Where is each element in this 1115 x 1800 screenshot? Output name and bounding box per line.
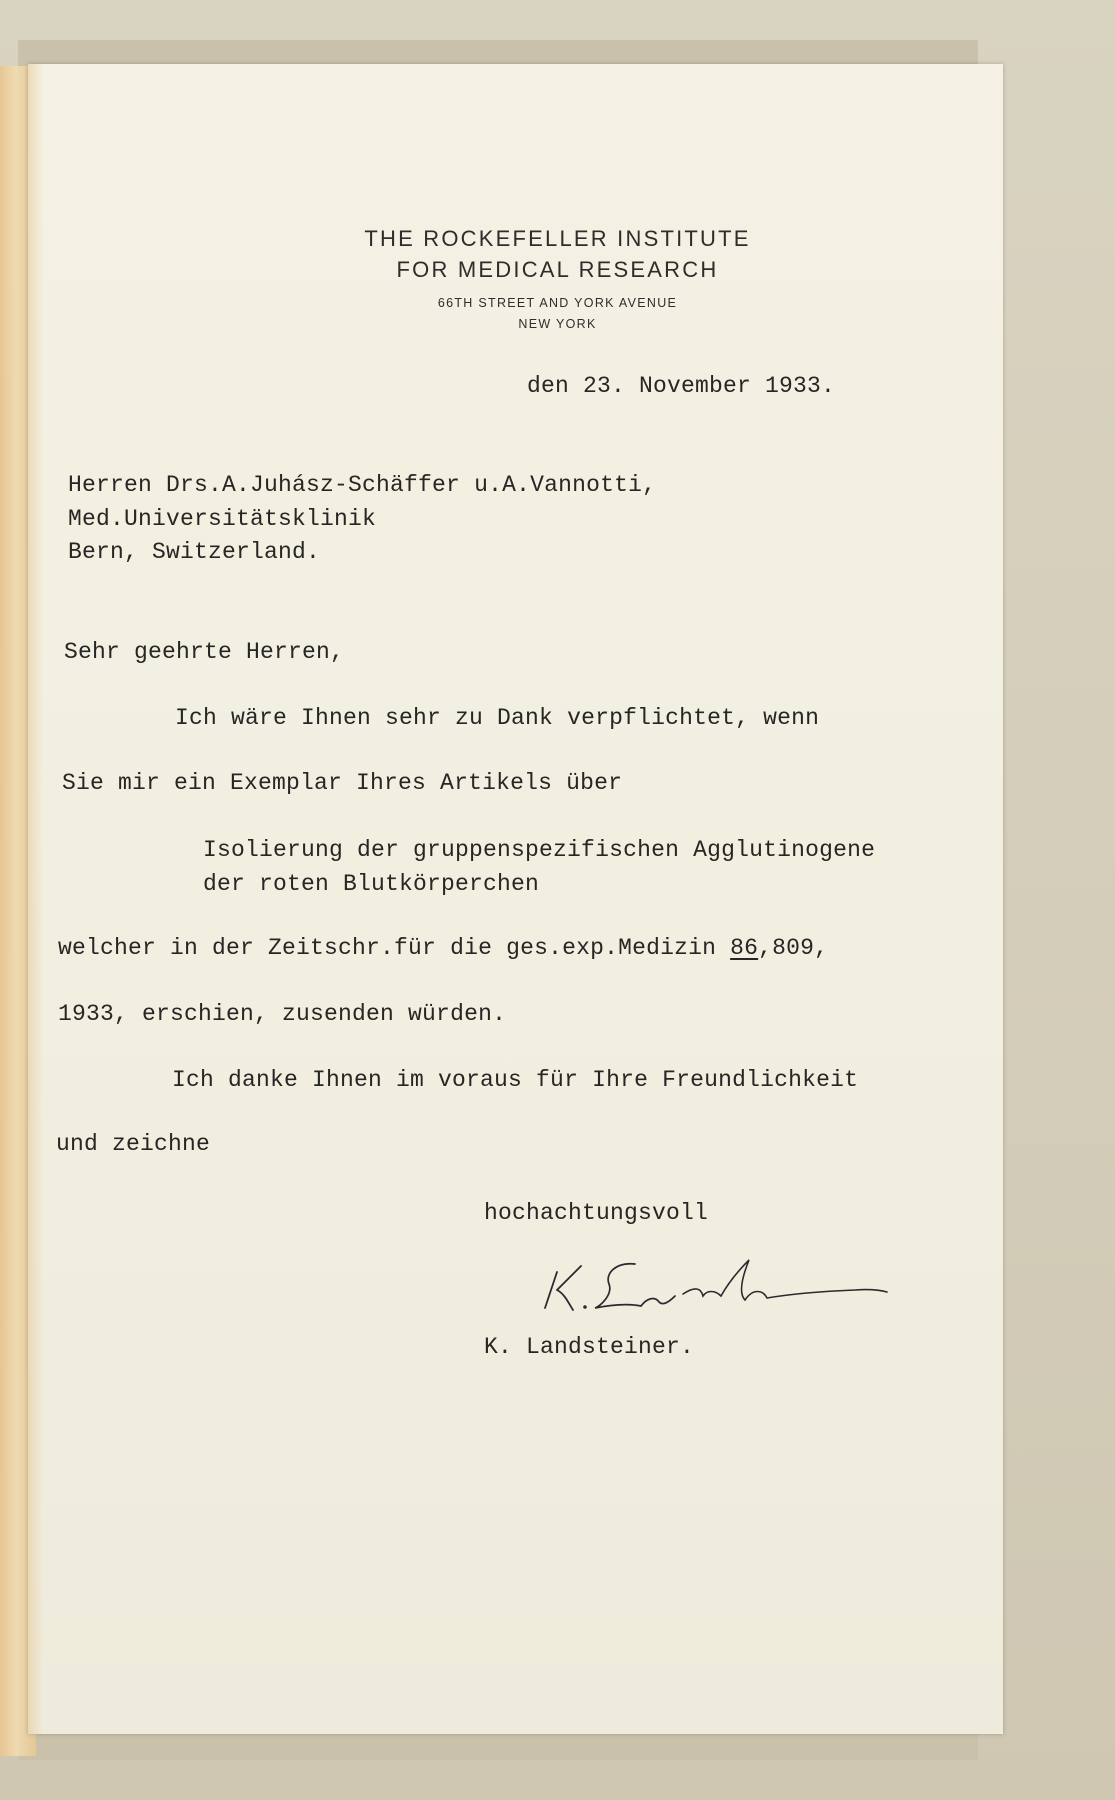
handwritten-signature	[535, 1250, 915, 1320]
journal-volume: 86	[730, 935, 759, 961]
journal-pages: ,809,	[758, 935, 829, 961]
body-line-3	[58, 935, 828, 961]
body-line-4: 1933, erschien, zusenden würden.	[58, 1001, 507, 1027]
body-line-6: und zeichne	[56, 1131, 211, 1157]
closing-phrase: hochachtungsvoll	[484, 1200, 709, 1226]
letterhead-institute: THE ROCKEFELLER INSTITUTE	[364, 226, 751, 251]
letterhead-city: NEW YORK	[518, 317, 597, 331]
letterhead-subtitle: FOR MEDICAL RESEARCH	[396, 257, 719, 282]
recipient-line-2: Med.Universitätsklinik	[68, 506, 377, 532]
signature-name: K. Landsteiner.	[484, 1334, 695, 1360]
journal-reference: welcher in der Zeitschr.für die ges.exp.Medizin	[58, 935, 731, 961]
recipient-line-1: Herren Drs.A.Juhász-Schäffer u.A.Vannotti,	[68, 472, 657, 498]
body-line-1: Ich wäre Ihnen sehr zu Dank verpflichtet, wenn	[175, 705, 820, 731]
body-line-5: Ich danke Ihnen im voraus für Ihre Freundlichkeit	[172, 1067, 859, 1093]
salutation: Sehr geehrte Herren,	[64, 639, 345, 665]
letter-date: den 23. November 1933.	[527, 373, 836, 399]
body-line-2: Sie mir ein Exemplar Ihres Artikels über	[62, 770, 623, 796]
letterhead-address: 66TH STREET AND YORK AVENUE	[437, 296, 678, 310]
recipient-line-3: Bern, Switzerland.	[68, 539, 321, 565]
article-title-line-2: der roten Blutkörperchen	[203, 871, 540, 897]
article-title-line-1: Isolierung der gruppenspezifischen Agglutinogene	[203, 837, 876, 863]
sheet-edge-stain	[28, 64, 44, 1734]
